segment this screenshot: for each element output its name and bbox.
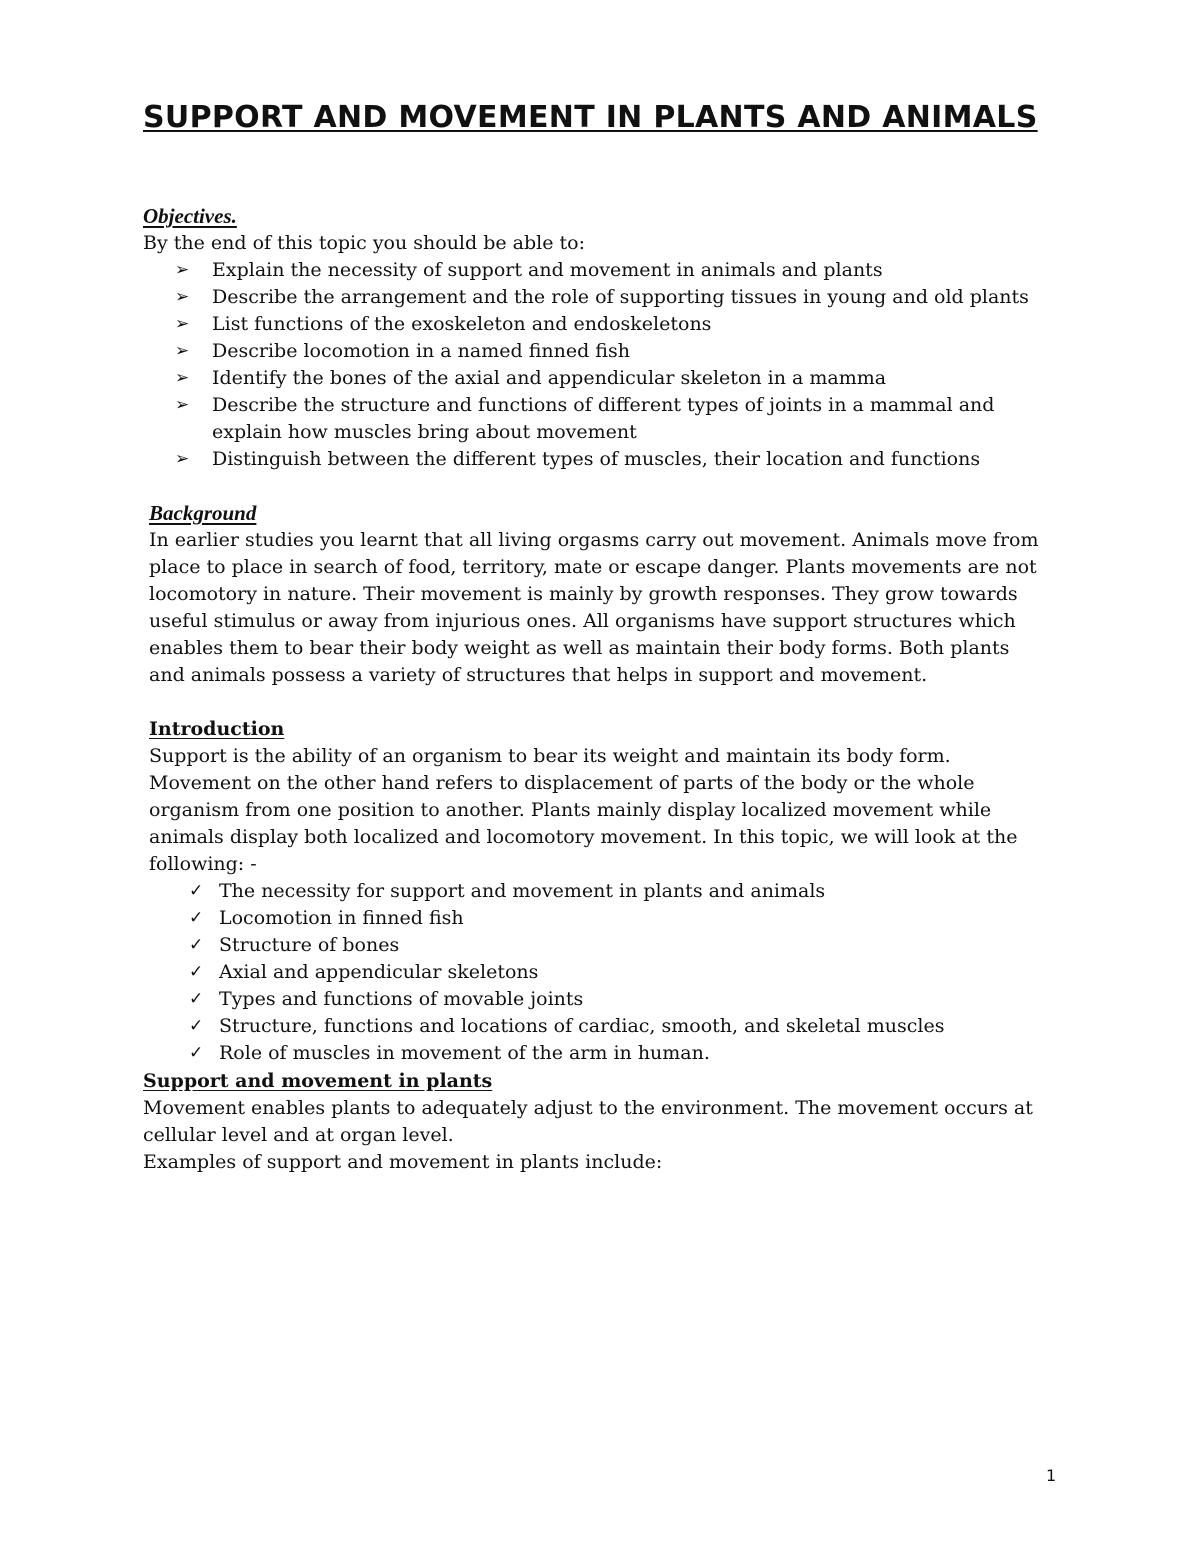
- introduction-heading: Introduction: [149, 718, 285, 740]
- objectives-intro: By the end of this topic you should be able to:: [143, 232, 585, 254]
- objective-item: ➢ Explain the necessity of support and movement in animals and plants: [175, 257, 1063, 284]
- objectives-heading: Objectives.: [143, 204, 237, 228]
- objective-item: ➢ Distinguish between the different types of muscles, their location and functions: [175, 446, 1063, 473]
- arrowhead-bullet-icon: ➢: [175, 395, 190, 415]
- topic-item: ✓ Structure, functions and locations of cardiac, smooth, and skeletal muscles: [189, 1013, 1049, 1040]
- objectives-section: [143, 203, 1063, 473]
- background-section: [149, 500, 1049, 689]
- checkmark-bullet-icon: ✓: [189, 908, 204, 928]
- background-text: In earlier studies you learnt that all living orgasms carry out movement. Animals move from place to place in search of food, territory, mate or escape danger. Plants movements are not locomotory in nature. Their movement is mainly by growth responses. They grow towards useful stimulus or away from injurious ones. All organisms have support structures which enables them to bear their body weight as well as maintain their body forms. Both plants and animals possess a variety of structures that helps in support and movement.: [149, 529, 1039, 686]
- arrowhead-bullet-icon: ➢: [175, 314, 190, 334]
- objective-item: ➢ List functions of the exoskeleton and endoskeletons: [175, 311, 1063, 338]
- page-number: 1: [1046, 1466, 1057, 1485]
- checkmark-bullet-icon: ✓: [189, 1043, 204, 1063]
- topic-item: ✓ Role of muscles in movement of the arm in human.: [189, 1040, 1049, 1067]
- plants-examples: Examples of support and movement in plants include:: [143, 1151, 663, 1173]
- checkmark-bullet-icon: ✓: [189, 989, 204, 1009]
- objective-item: ➢ Describe the arrangement and the role of supporting tissues in young and old plants: [175, 284, 1063, 311]
- document-title: SUPPORT AND MOVEMENT IN PLANTS AND ANIMALS: [143, 100, 1038, 135]
- background-heading: Background: [149, 501, 257, 525]
- introduction-text: Support is the ability of an organism to bear its weight and maintain its body form. Movement on the other hand refers to displacement of parts of the body or the whole organism from one position to another. Plants mainly display localized movement while animals display both localized and locomotory movement. In this topic, we will look at the following: -: [149, 745, 1018, 875]
- topic-item: ✓ Axial and appendicular skeletons: [189, 959, 1049, 986]
- topic-item: ✓ The necessity for support and movement in plants and animals: [189, 878, 1049, 905]
- plants-section: [143, 1068, 1043, 1176]
- arrowhead-bullet-icon: ➢: [175, 287, 190, 307]
- checkmark-bullet-icon: ✓: [189, 1016, 204, 1036]
- topic-item: ✓ Types and functions of movable joints: [189, 986, 1049, 1013]
- objective-item: ➢ Identify the bones of the axial and appendicular skeleton in a mamma: [175, 365, 1063, 392]
- objective-item: ➢ Describe the structure and functions of different types of joints in a mammal and explain how muscles bring about movement: [175, 394, 995, 443]
- arrowhead-bullet-icon: ➢: [175, 449, 190, 469]
- topic-item: ✓ Locomotion in finned fish: [189, 905, 1049, 932]
- arrowhead-bullet-icon: ➢: [175, 260, 190, 280]
- plants-heading: Support and movement in plants: [143, 1070, 493, 1092]
- checkmark-bullet-icon: ✓: [189, 935, 204, 955]
- plants-text: Movement enables plants to adequately adjust to the environment. The movement occurs at cellular level and at organ level.: [143, 1097, 1033, 1146]
- introduction-list: [189, 878, 1049, 1067]
- introduction-section: [149, 716, 1049, 1067]
- objective-item: ➢ Describe locomotion in a named finned fish: [175, 338, 1063, 365]
- arrowhead-bullet-icon: ➢: [175, 368, 190, 388]
- objectives-list: [175, 257, 1063, 473]
- checkmark-bullet-icon: ✓: [189, 962, 204, 982]
- arrowhead-bullet-icon: ➢: [175, 341, 190, 361]
- topic-item: ✓ Structure of bones: [189, 932, 1049, 959]
- checkmark-bullet-icon: ✓: [189, 881, 204, 901]
